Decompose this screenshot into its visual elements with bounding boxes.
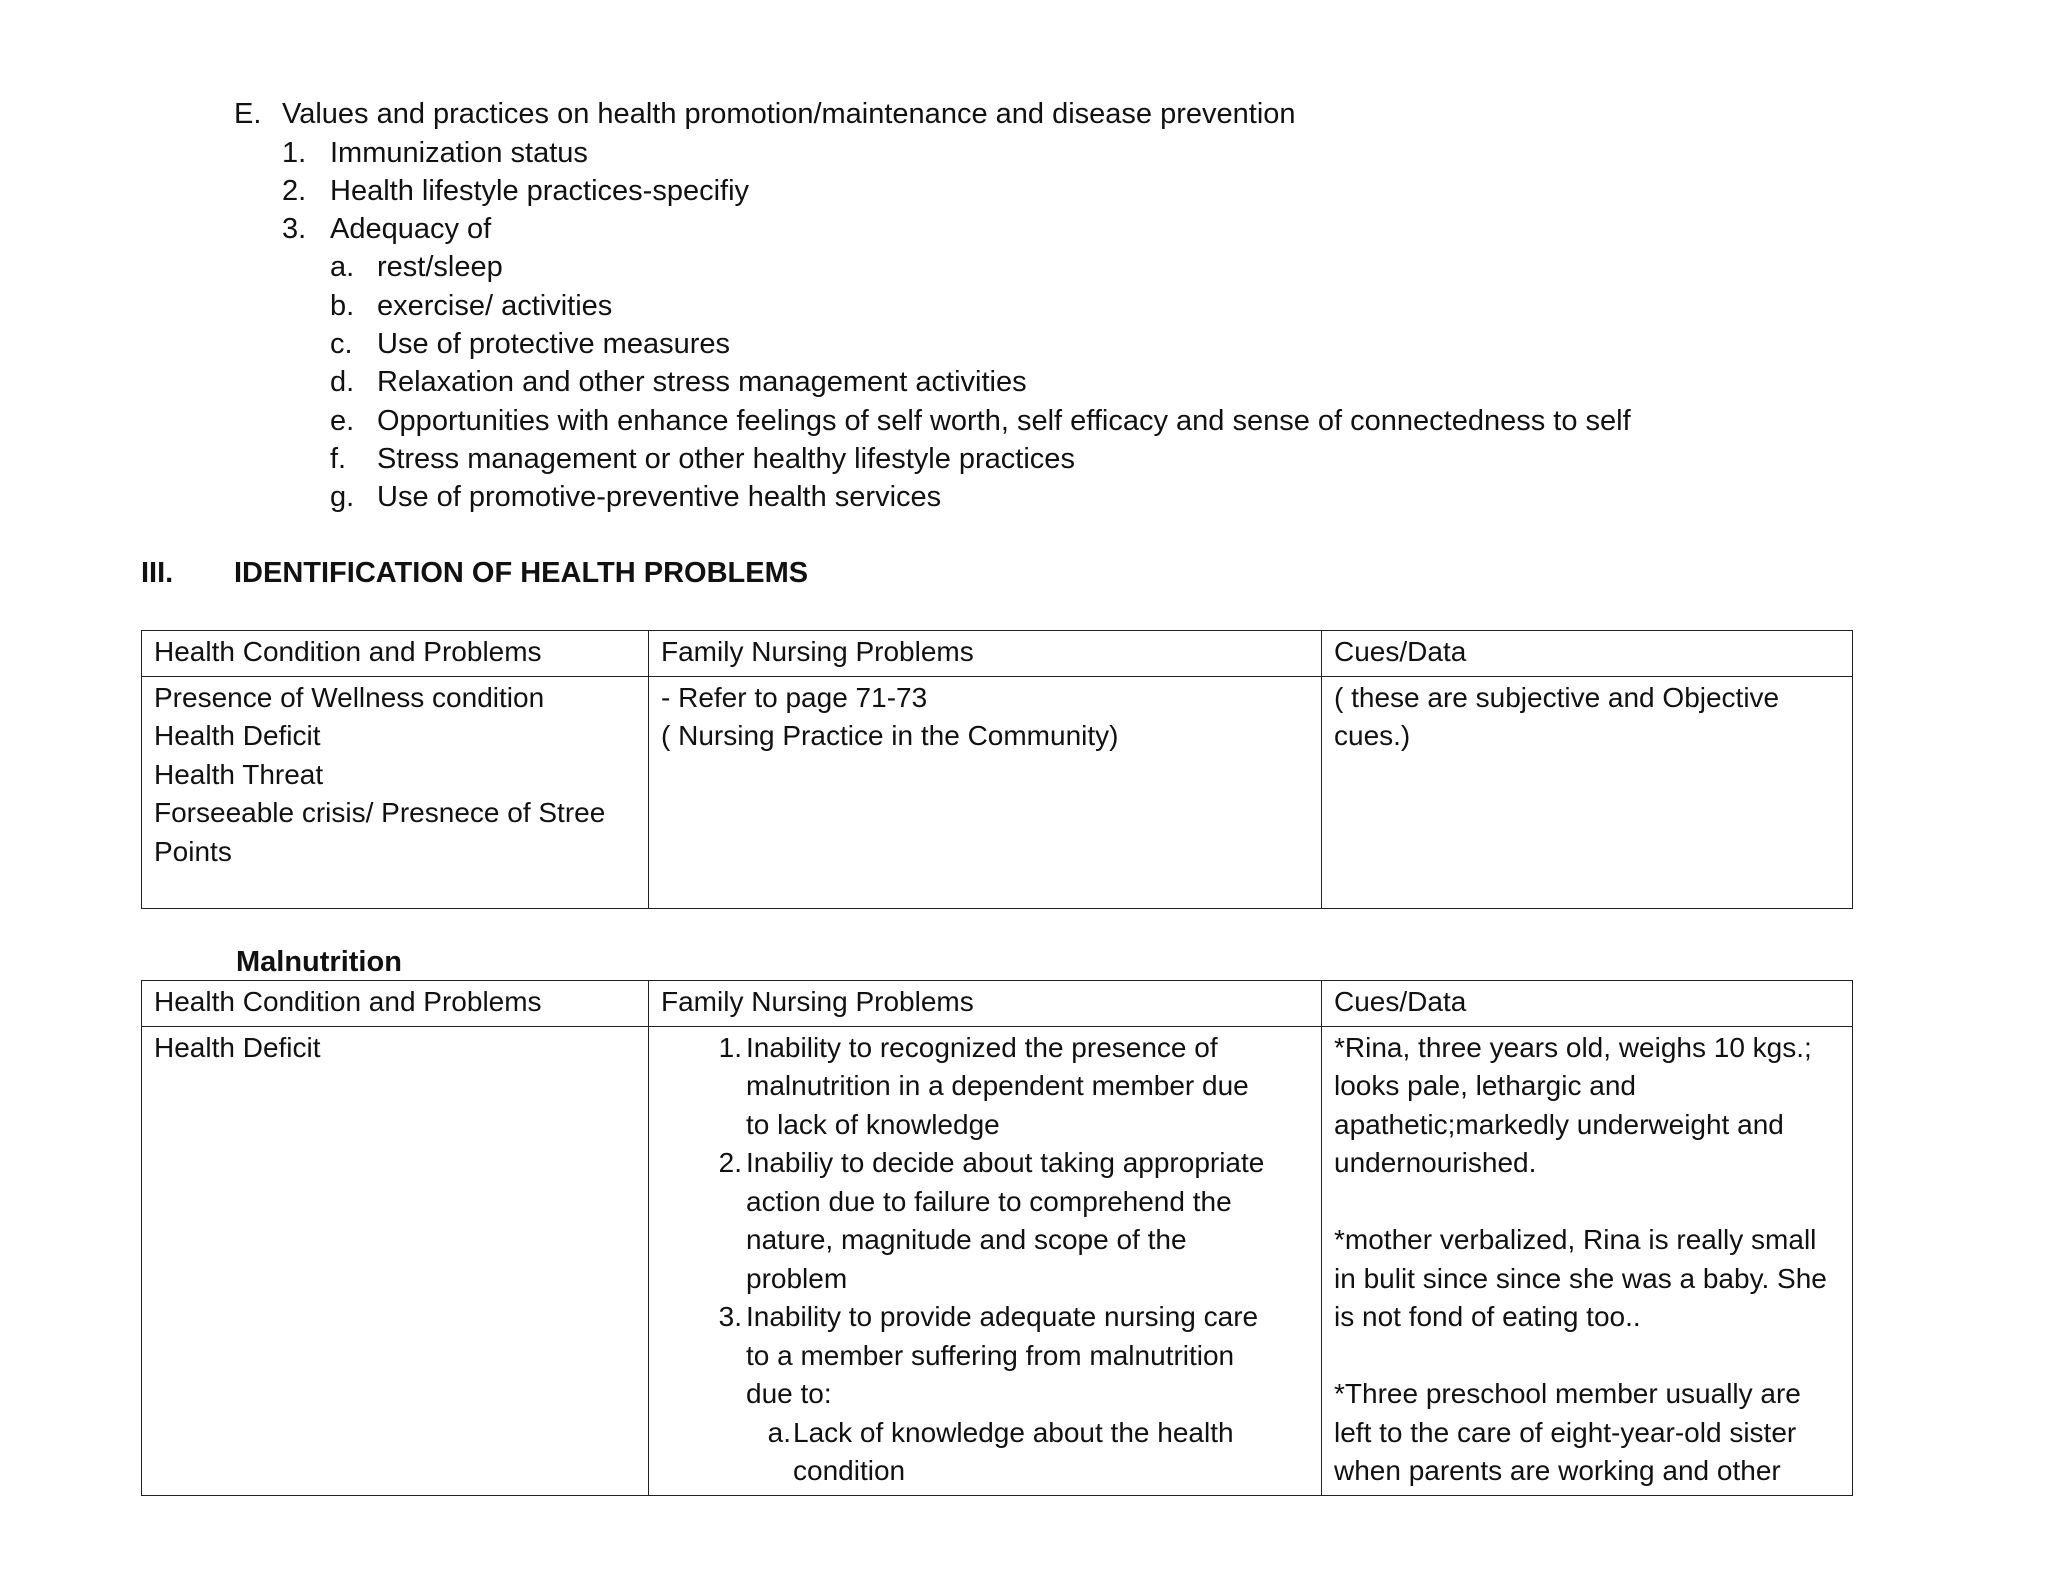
cues-data-cell [1322, 676, 1853, 908]
outline-subitem: Stress management or other healthy lifestyle practices [377, 443, 1075, 475]
cell-line: Inability to provide adequate nursing care [746, 1301, 1259, 1332]
cell-line: condition [793, 1455, 906, 1486]
cell-line: - Refer to page 71-73 [661, 681, 928, 713]
cell-line: ( these are subjective and Objective [1334, 681, 1780, 713]
outline-item-marker: 2. [282, 175, 307, 207]
outline-heading-e: Values and practices on health promotion/maintenance and disease prevention [282, 98, 1296, 130]
cell-line: Points [154, 835, 232, 867]
cell-line: to a member suffering from malnutrition [746, 1339, 1235, 1371]
header-family-nursing-problems: Family Nursing Problems [649, 981, 1322, 1027]
outline-subitem: Use of protective measures [377, 328, 730, 360]
cell-line: Forseeable crisis/ Presnece of Stree [154, 797, 606, 828]
cell-line: Inability to recognized the presence of [746, 1031, 1218, 1063]
section-title: IDENTIFICATION OF HEALTH PROBLEMS [234, 557, 809, 589]
header-cues-data: Cues/Data [1322, 981, 1853, 1027]
cell-line: looks pale, lethargic and [1334, 1070, 1636, 1101]
header-cues-data: Cues/Data [1322, 631, 1853, 677]
outline-subitem-marker: g. [330, 481, 355, 513]
cell-line: when parents are working and other [1334, 1455, 1781, 1486]
list-item [718, 1144, 1309, 1298]
outline-item: Immunization status [330, 137, 588, 169]
family-nursing-problems-cell [649, 676, 1322, 908]
cell-line: *mother verbalized, Rina is really small [1334, 1224, 1817, 1255]
cell-line: cues.) [1334, 720, 1411, 751]
health-condition-cell [142, 676, 649, 908]
cues-data-cell [1322, 1026, 1853, 1495]
list-marker: 3. [718, 1301, 742, 1332]
cell-line: ( Nursing Practice in the Community) [661, 720, 1119, 751]
cell-line: Inabiliy to decide about taking appropriate [746, 1147, 1265, 1178]
list-marker: 2. [718, 1147, 742, 1178]
cell-line: Presence of Wellness condition [154, 681, 545, 713]
list-marker: a. [767, 1416, 791, 1448]
outline-subitem: Relaxation and other stress management activities [377, 366, 1027, 398]
outline-item: Health lifestyle practices-specifiy [330, 175, 750, 207]
cell-line: *Rina, three years old, weighs 10 kgs.; [1334, 1031, 1812, 1063]
cell-line: Health Deficit [154, 1031, 321, 1063]
table-row [142, 1026, 1853, 1495]
outline-item-marker: 1. [282, 137, 307, 169]
section-marker: III. [141, 557, 174, 589]
sub-list-item [767, 1414, 1309, 1491]
header-health-condition: Health Condition and Problems [142, 981, 649, 1027]
header-family-nursing-problems: Family Nursing Problems [649, 631, 1322, 677]
cell-line: apathetic;markedly underweight and [1334, 1108, 1784, 1140]
outline-subitem-marker: d. [330, 366, 355, 398]
outline-subitem-marker: a. [330, 251, 355, 283]
cell-line: undernourished. [1334, 1147, 1537, 1178]
outline-subitem-marker: e. [330, 405, 355, 437]
cell-line: nature, magnitude and scope of the [746, 1224, 1187, 1255]
cell-line [1334, 1337, 1840, 1376]
table-header-row [142, 981, 1853, 1027]
outline-subitem: Opportunities with enhance feelings of self worth, self efficacy and sense of connectedness to self [377, 405, 1631, 437]
malnutrition-table [141, 980, 1853, 1496]
outline-subitem: Use of promotive-preventive health services [377, 481, 942, 513]
cell-line: *Three preschool member usually are [1334, 1378, 1801, 1409]
cell-line: problem [746, 1262, 848, 1294]
cell-line: Health Deficit [154, 720, 321, 751]
outline-subitem-marker: f. [330, 443, 347, 475]
cell-line: Health Threat [154, 758, 324, 790]
list-item [718, 1029, 1309, 1145]
outline-subitem: rest/sleep [377, 251, 503, 283]
list-item [718, 1298, 1309, 1491]
cell-line: is not fond of eating too.. [1334, 1301, 1641, 1332]
outline-subitem-marker: c. [330, 328, 353, 360]
table-header-row [142, 631, 1853, 677]
header-health-condition: Health Condition and Problems [142, 631, 649, 677]
cell-line: Lack of knowledge about the health [793, 1416, 1234, 1448]
cell-line: due to: [746, 1378, 832, 1409]
cell-line [1334, 1183, 1840, 1222]
outline-item-marker: 3. [282, 213, 307, 245]
outline-marker-e: E. [234, 98, 262, 130]
cell-line: to lack of knowledge [746, 1108, 1000, 1140]
outline-item: Adequacy of [330, 213, 492, 245]
table-row [142, 676, 1853, 908]
family-nursing-problems-cell [649, 1026, 1322, 1495]
outline-subitem-marker: b. [330, 290, 355, 322]
list-marker: 1. [718, 1031, 742, 1063]
cell-line: in bulit since since she was a baby. She [1334, 1262, 1827, 1294]
outline-subitem: exercise/ activities [377, 290, 613, 322]
cell-line: malnutrition in a dependent member due [746, 1070, 1249, 1101]
malnutrition-title: Malnutrition [236, 946, 402, 978]
cell-line: left to the care of eight-year-old sister [1334, 1416, 1797, 1448]
health-problems-table [141, 630, 1853, 909]
cell-line: action due to failure to comprehend the [746, 1185, 1232, 1217]
health-condition-cell [142, 1026, 649, 1495]
